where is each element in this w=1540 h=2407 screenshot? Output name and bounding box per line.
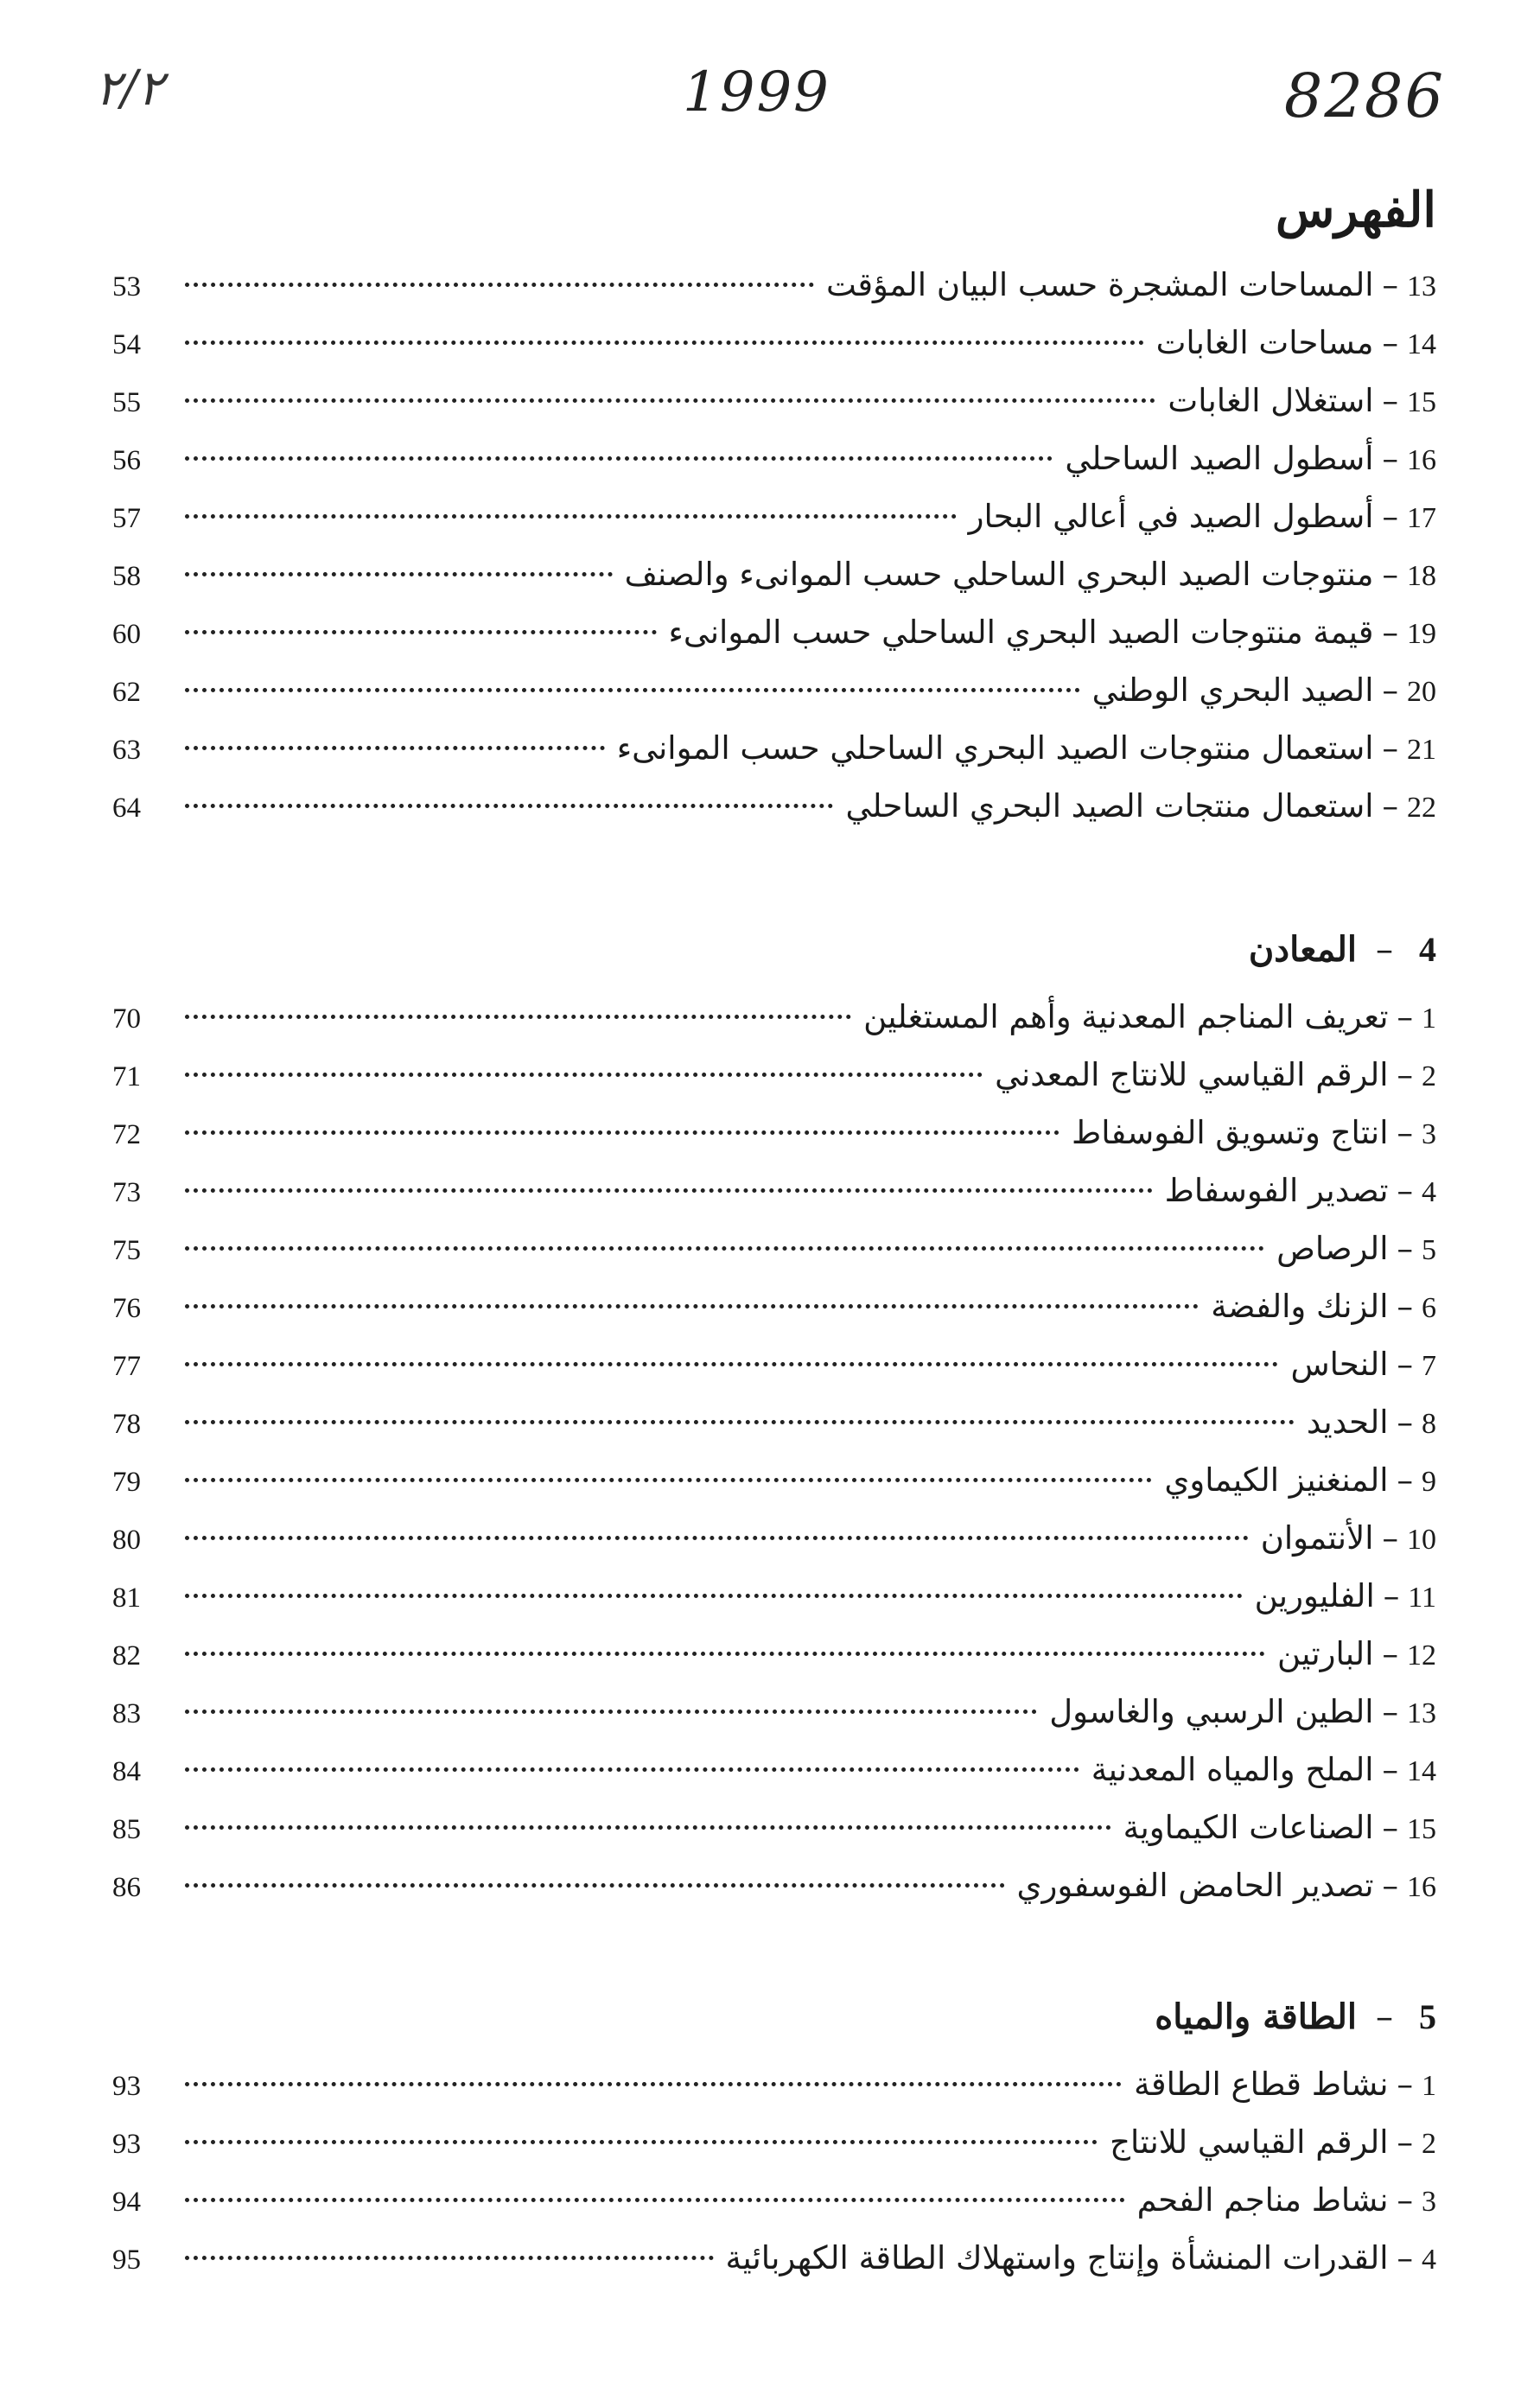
- toc-entry: [112, 382, 1436, 440]
- toc-entry-title: مساحات الغابات: [1155, 324, 1374, 361]
- section-title: المعادن: [1248, 929, 1357, 970]
- toc-entry: [112, 2239, 1436, 2297]
- toc-dot-leader: [185, 1652, 1265, 1656]
- toc-entry-page-number: 79: [112, 1467, 141, 1498]
- toc-dot-leader: [185, 456, 1053, 461]
- toc-entry-number: 2: [1422, 1060, 1436, 1092]
- toc-entry: [112, 2066, 1436, 2124]
- toc-entry-title: الرصاص: [1276, 1230, 1389, 1267]
- toc-entry-title: نشاط قطاع الطاقة: [1134, 2066, 1389, 2103]
- toc-entry-number: 9: [1422, 1466, 1436, 1498]
- toc-entry-dash: –: [1382, 1693, 1398, 1730]
- toc-entry: [112, 556, 1436, 614]
- toc-entry: [112, 2181, 1436, 2239]
- toc-entry-title: تصدير الحامض الفوسفوري: [1016, 1867, 1374, 1904]
- toc-entry: [112, 1230, 1436, 1288]
- toc-entry-title: المساحات المشجرة حسب البيان المؤقت: [826, 266, 1374, 303]
- toc-entry-page-number: 64: [112, 793, 141, 824]
- toc-entry-dash: –: [1397, 2124, 1413, 2161]
- toc-entry-number: 4: [1422, 1176, 1436, 1208]
- toc-entry-page-number: 94: [112, 2187, 141, 2218]
- section-number: 4: [1419, 930, 1436, 969]
- toc-dot-leader: [185, 398, 1155, 403]
- toc-dot-leader: [185, 746, 605, 750]
- toc-list-continued: [112, 266, 1436, 845]
- toc-entry-number: 12: [1407, 1640, 1436, 1672]
- toc-entry-page-number: 60: [112, 619, 141, 650]
- toc-entry: [112, 1693, 1436, 1751]
- toc-entry-dash: –: [1397, 1056, 1413, 1093]
- toc-entry-title: الصناعات الكيماوية: [1123, 1809, 1374, 1846]
- toc-dot-leader: [185, 341, 1144, 345]
- toc-entry-dash: –: [1397, 1346, 1413, 1383]
- toc-entry: [112, 1635, 1436, 1693]
- toc-dot-leader: [185, 1478, 1152, 1482]
- toc-entry-page-number: 93: [112, 2129, 141, 2160]
- toc-dot-leader: [185, 572, 613, 576]
- toc-entry-dash: –: [1397, 1114, 1413, 1151]
- toc-entry: [112, 498, 1436, 556]
- toc-entry: [112, 1056, 1436, 1114]
- toc-entry-number: 5: [1422, 1234, 1436, 1266]
- toc-entry-page-number: 93: [112, 2071, 141, 2102]
- toc-entry-dash: –: [1397, 998, 1413, 1035]
- handwritten-note: ٢/٢: [95, 60, 164, 117]
- toc-entry-dash: –: [1382, 324, 1398, 361]
- toc-entry-number: 21: [1407, 734, 1436, 766]
- toc-entry-dash: –: [1382, 382, 1398, 419]
- toc-entry-number: 15: [1407, 1813, 1436, 1845]
- toc-dot-leader: [185, 630, 657, 634]
- toc-entry: [112, 1751, 1436, 1809]
- section-number: 5: [1419, 1997, 1436, 2036]
- toc-entry: [112, 266, 1436, 324]
- toc-dot-leader: [185, 1304, 1199, 1309]
- toc-dot-leader: [185, 1073, 983, 1077]
- toc-entry-number: 13: [1407, 271, 1436, 302]
- toc-entry-title: قيمة منتوجات الصيد البحري الساحلي حسب الموانىء: [668, 614, 1374, 651]
- toc-list-energy-water: [112, 2066, 1436, 2297]
- toc-entry: [112, 1172, 1436, 1230]
- toc-entry-dash: –: [1382, 672, 1398, 709]
- toc-entry-dash: –: [1382, 266, 1398, 303]
- toc-entry: [112, 1346, 1436, 1404]
- toc-entry-page-number: 80: [112, 1525, 141, 1556]
- toc-entry-dash: –: [1382, 787, 1398, 825]
- toc-entry-page-number: 75: [112, 1235, 141, 1266]
- toc-entry-number: 6: [1422, 1292, 1436, 1324]
- toc-entry-dash: –: [1382, 1751, 1398, 1788]
- toc-entry-number: 13: [1407, 1697, 1436, 1729]
- toc-entry-dash: –: [1397, 2181, 1413, 2219]
- toc-entry-number: 16: [1407, 444, 1436, 476]
- toc-entry-title: الفليورين: [1254, 1577, 1375, 1614]
- toc-entry-dash: –: [1382, 729, 1398, 767]
- toc-entry-page-number: 86: [112, 1872, 141, 1903]
- toc-entry: [112, 440, 1436, 498]
- toc-entry-title: استعمال منتوجات الصيد البحري الساحلي حسب الموانىء: [616, 729, 1374, 767]
- toc-entry-page-number: 62: [112, 677, 141, 708]
- toc-entry-title: منتوجات الصيد البحري الساحلي حسب الموانىء والصنف: [624, 556, 1374, 593]
- toc-entry: [112, 614, 1436, 672]
- toc-entry: [112, 1404, 1436, 1461]
- toc-entry-number: 8: [1422, 1408, 1436, 1440]
- toc-entry-page-number: 78: [112, 1409, 141, 1440]
- toc-list-minerals: [112, 998, 1436, 1925]
- toc-entry-dash: –: [1397, 2066, 1413, 2103]
- toc-entry-dash: –: [1382, 1519, 1398, 1557]
- section-heading-minerals: [1249, 929, 1436, 970]
- toc-entry-page-number: 85: [112, 1814, 141, 1845]
- toc-dot-leader: [185, 514, 957, 519]
- toc-entry-dash: –: [1397, 2239, 1413, 2276]
- toc-entry-title: الصيد البحري الوطني: [1091, 672, 1374, 709]
- toc-entry-title: الملح والمياه المعدنية: [1091, 1751, 1374, 1788]
- toc-entry-number: 1: [1422, 1003, 1436, 1035]
- toc-entry-title: النحاس: [1290, 1346, 1389, 1383]
- section-heading-energy-water: [1155, 1996, 1436, 2037]
- toc-dot-leader: [185, 2256, 714, 2260]
- toc-dot-leader: [185, 688, 1080, 692]
- toc-entry-dash: –: [1382, 1635, 1398, 1672]
- toc-entry-page-number: 84: [112, 1756, 141, 1787]
- toc-entry-page-number: 83: [112, 1698, 141, 1729]
- toc-entry-dash: –: [1382, 440, 1398, 477]
- toc-entry-page-number: 54: [112, 329, 141, 360]
- toc-entry-dash: –: [1382, 614, 1398, 651]
- toc-entry-title: البارتين: [1277, 1635, 1374, 1672]
- section-dash: –: [1376, 1997, 1393, 2037]
- toc-entry: [112, 1867, 1436, 1925]
- toc-entry: [112, 1461, 1436, 1519]
- toc-entry-page-number: 56: [112, 445, 141, 476]
- handwritten-year: 1999: [683, 60, 830, 124]
- toc-entry-dash: –: [1382, 1809, 1398, 1846]
- toc-entry-title: تصدير الفوسفاط: [1164, 1172, 1389, 1209]
- toc-dot-leader: [185, 283, 814, 287]
- handwritten-reference-number: 8286: [1283, 60, 1445, 131]
- toc-entry-title: الرقم القياسي للانتاج: [1110, 2124, 1389, 2161]
- toc-entry-number: 16: [1407, 1871, 1436, 1903]
- toc-entry-page-number: 57: [112, 503, 141, 534]
- toc-entry-title: أسطول الصيد الساحلي: [1065, 440, 1374, 477]
- toc-dot-leader: [185, 2140, 1098, 2144]
- toc-entry-number: 10: [1407, 1524, 1436, 1556]
- toc-entry-number: 20: [1407, 676, 1436, 708]
- toc-entry-title: الحديد: [1306, 1404, 1389, 1441]
- toc-dot-leader: [185, 1188, 1153, 1193]
- toc-entry-page-number: 76: [112, 1293, 141, 1324]
- section-dash: –: [1376, 930, 1393, 970]
- toc-entry-dash: –: [1382, 1867, 1398, 1904]
- toc-entry-dash: –: [1397, 1230, 1413, 1267]
- toc-entry-dash: –: [1382, 498, 1398, 535]
- toc-dot-leader: [185, 1767, 1079, 1772]
- toc-dot-leader: [185, 1710, 1037, 1714]
- toc-entry-dash: –: [1383, 1577, 1400, 1614]
- page-title: الفهرس: [1275, 181, 1436, 239]
- toc-entry-number: 3: [1422, 2186, 1436, 2218]
- toc-entry: [112, 1577, 1436, 1635]
- toc-dot-leader: [185, 1130, 1060, 1135]
- toc-entry-number: 4: [1422, 2244, 1436, 2276]
- toc-entry-number: 22: [1407, 792, 1436, 824]
- toc-entry-dash: –: [1382, 556, 1398, 593]
- toc-entry-page-number: 53: [112, 271, 141, 302]
- toc-entry-dash: –: [1397, 1404, 1413, 1441]
- toc-dot-leader: [185, 1420, 1295, 1424]
- toc-dot-leader: [185, 1536, 1249, 1540]
- toc-entry-page-number: 72: [112, 1119, 141, 1150]
- toc-entry-number: 17: [1407, 502, 1436, 534]
- toc-entry-title: المنغنيز الكيماوي: [1164, 1461, 1389, 1499]
- toc-dot-leader: [185, 1825, 1111, 1830]
- toc-entry-page-number: 81: [112, 1582, 141, 1614]
- toc-dot-leader: [185, 1246, 1264, 1251]
- toc-entry: [112, 1114, 1436, 1172]
- toc-entry-number: 15: [1407, 386, 1436, 418]
- toc-entry: [112, 1519, 1436, 1577]
- toc-entry-page-number: 73: [112, 1177, 141, 1208]
- toc-entry-number: 18: [1407, 560, 1436, 592]
- toc-entry-page-number: 58: [112, 561, 141, 592]
- toc-entry-title: القدرات المنشأة وإنتاج واستهلاك الطاقة الكهربائية: [725, 2239, 1389, 2276]
- toc-entry-number: 11: [1408, 1582, 1436, 1614]
- toc-entry: [112, 672, 1436, 729]
- toc-entry: [112, 2124, 1436, 2181]
- toc-entry-title: أسطول الصيد في أعالي البحار: [968, 498, 1374, 535]
- toc-entry-number: 19: [1407, 618, 1436, 650]
- toc-entry-dash: –: [1397, 1288, 1413, 1325]
- toc-entry-number: 14: [1407, 1755, 1436, 1787]
- toc-entry-page-number: 70: [112, 1003, 141, 1035]
- toc-entry: [112, 324, 1436, 382]
- toc-entry-number: 14: [1407, 328, 1436, 360]
- toc-entry-number: 1: [1422, 2070, 1436, 2102]
- toc-entry-page-number: 95: [112, 2245, 141, 2276]
- toc-entry-dash: –: [1397, 1172, 1413, 1209]
- toc-entry-title: انتاج وتسويق الفوسفاط: [1072, 1114, 1389, 1151]
- toc-entry-title: استعمال منتجات الصيد البحري الساحلي: [845, 787, 1374, 825]
- toc-entry-page-number: 82: [112, 1640, 141, 1672]
- toc-entry: [112, 1809, 1436, 1867]
- toc-entry-number: 7: [1422, 1350, 1436, 1382]
- toc-dot-leader: [185, 1594, 1243, 1598]
- toc-entry-page-number: 71: [112, 1061, 141, 1092]
- toc-entry: [112, 729, 1436, 787]
- toc-entry-page-number: 55: [112, 387, 141, 418]
- section-title: الطاقة والمياه: [1155, 1996, 1357, 2037]
- toc-entry-title: الزنك والفضة: [1211, 1288, 1389, 1325]
- toc-entry-title: تعريف المناجم المعدنية وأهم المستغلين: [863, 998, 1389, 1035]
- toc-entry-title: استغلال الغابات: [1168, 382, 1374, 419]
- toc-entry-title: الأنتموان: [1260, 1519, 1374, 1557]
- toc-dot-leader: [185, 2198, 1125, 2202]
- toc-entry-title: الطين الرسبي والغاسول: [1049, 1693, 1374, 1730]
- toc-entry-page-number: 63: [112, 735, 141, 766]
- toc-entry: [112, 787, 1436, 845]
- toc-entry: [112, 998, 1436, 1056]
- toc-entry-title: نشاط مناجم الفحم: [1136, 2181, 1389, 2219]
- toc-entry-dash: –: [1397, 1461, 1413, 1499]
- toc-entry-number: 3: [1422, 1118, 1436, 1150]
- toc-entry-title: الرقم القياسي للانتاج المعدني: [995, 1056, 1389, 1093]
- toc-dot-leader: [185, 1883, 1005, 1888]
- toc-entry: [112, 1288, 1436, 1346]
- toc-dot-leader: [185, 1362, 1278, 1366]
- toc-dot-leader: [185, 2082, 1122, 2086]
- toc-entry-number: 2: [1422, 2128, 1436, 2160]
- toc-dot-leader: [185, 1015, 851, 1019]
- toc-dot-leader: [185, 804, 833, 808]
- toc-entry-page-number: 77: [112, 1351, 141, 1382]
